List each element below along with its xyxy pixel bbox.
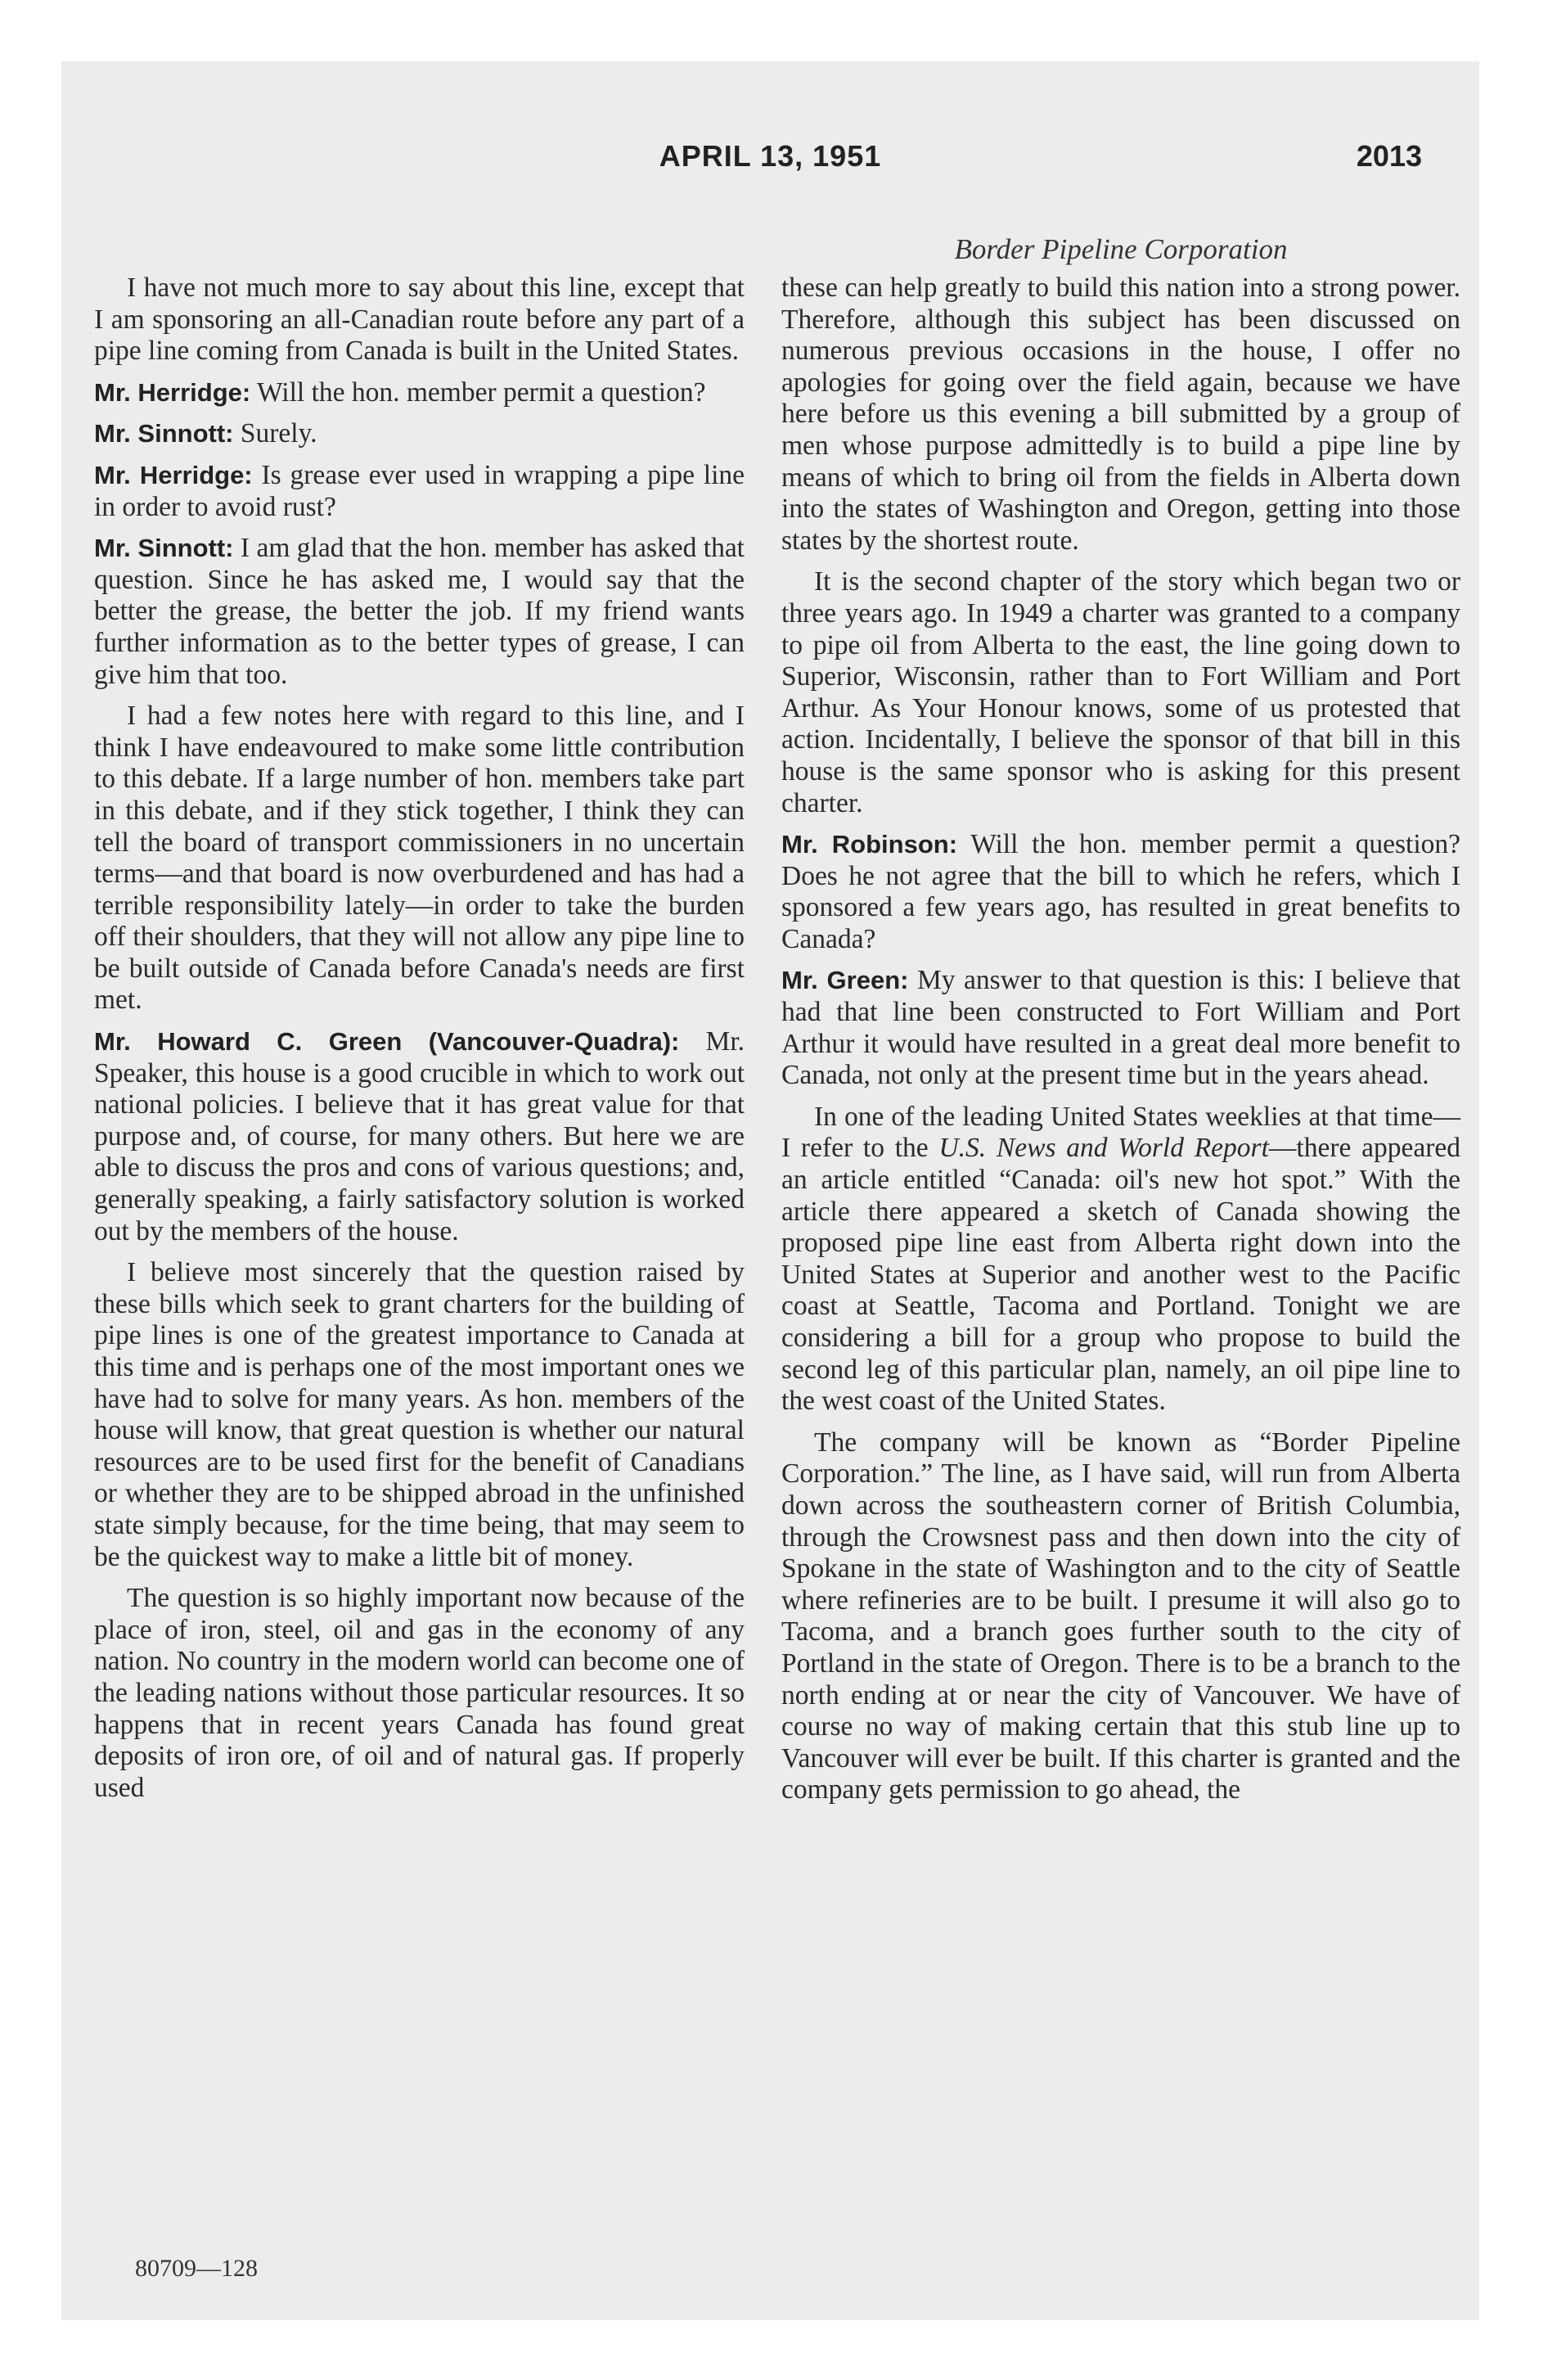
paragraph: It is the second chapter of the story which began two or three years ago. In 1949 a charter was granted to a company to pipe oil from Alberta to the east, the line going down to Superior, Wisconsin, rather than to Fort William and Port Arthur. As Your Honour knows, some of us protested that action. Incidentally, I believe the sponsor of that bill in this house is the same sponsor who is asking for this present charter. xyxy=(781,566,1460,818)
speech-text: Will the hon. member permit a question? Does he not agree that the bill to which he refers, which I sponsored a few years ago, has resulted in great benefits to Canada? xyxy=(781,829,1461,954)
page-sheet xyxy=(61,61,1479,2320)
speaker-name: Mr. Sinnott: xyxy=(94,419,234,449)
running-header xyxy=(61,139,1479,188)
speech-paragraph xyxy=(781,965,1460,1091)
speech-text: Will the hon. member permit a question? xyxy=(257,376,706,408)
speech-text: Mr. Speaker, this house is a good crucible in which to work out national policies. I believe that it has great value for that purpose and, of course, for many others. But here we are able to discuss the pros and cons of various questions; and, generally speaking, a fairly satisfactory solution is worked out by the members of the house. xyxy=(94,1026,745,1246)
right-column xyxy=(781,273,1460,1816)
speech-paragraph xyxy=(781,829,1460,955)
header-date: APRIL 13, 1951 xyxy=(659,139,882,173)
speaker-name: Mr. Herridge: xyxy=(94,460,253,489)
left-column xyxy=(94,273,745,1814)
paragraph: The company will be known as “Border Pipeline Corporation.” The line, as I have said, will run from Alberta down across the southeastern corner of British Columbia, through the Crowsnest pass and then down into the city of Spokane in the state of Washington and to the city of Seattle where refineries are to be built. I presume it will also go to Tacoma, and a branch goes further south to the city of Portland in the state of Oregon. There is to be a branch to the north ending at or near the city of Vancouver. We have of course no way of making certain that this stub line up to Vancouver will ever be built. If this charter is granted and the company gets permission to go ahead, the xyxy=(781,1427,1460,1805)
speech-text: My answer to that question is this: I believe that had that line been constructed to Fort William and Port Arthur it would have resulted in a great deal more benefit to Canada, not only at the present time but in the years ahead. xyxy=(781,965,1460,1091)
speaker-name: Mr. Sinnott: xyxy=(94,534,234,563)
text-run: In one of the leading United States weeklies at that time—I refer to the xyxy=(781,1101,1460,1164)
paragraph: I believe most sincerely that the question raised by these bills which seek to grant charters for the building of pipe lines is one of the greatest importance to Canada at this time and is perhaps one of the most important ones we have had to solve for many years. As hon. members of the house will know, that great question is whether our natural resources are to be used first for the benefit of Canadians or whether they are to be shipped abroad in the unfinished state simply because, for the time being, that may seem to be the quickest way to make a little bit of money. xyxy=(94,1257,745,1572)
speech-text: I am glad that the hon. member has asked that question. Since he has asked me, I would say that the better the grease, the better the job. If my friend wants further information as to the better types of grease, I can give him that too. xyxy=(94,533,745,690)
paragraph-continued: these can help greatly to build this nation into a strong power. Therefore, although this subject has been discussed on numerous previous occasions in the house, I offer no apologies for going over the field again, because we have here before us this evening a bill submitted by a group of men whose purpose admittedly is to build a pipe line by means of which to bring oil from the fields in Alberta down into the states of Washington and Oregon, getting into those states by the shortest route. xyxy=(781,273,1460,556)
paragraph: I had a few notes here with regard to this line, and I think I have endeavoured to make some little contribution to this debate. If a large number of hon. members take part in this debate, and if they stick together, I think they can tell the board of transport commissioners in no uncertain terms—and that board is now overburdened and has had a terrible responsibility lately—in order to take the burden off their shoulders, that they will not allow any pipe line to be built outside of Canada before Canada's needs are first met. xyxy=(94,701,745,1016)
paragraph: I have not much more to say about this line, except that I am sponsoring an all-Canadian route before any part of a pipe line coming from Canada is built in the United States. xyxy=(94,273,745,367)
paragraph xyxy=(781,1102,1460,1418)
printer-code: 80709—128 xyxy=(135,2255,258,2282)
page-number: 2013 xyxy=(1356,139,1422,173)
speech-paragraph xyxy=(94,1026,745,1247)
speaker-name: Mr. Howard C. Green (Vancouver-Quadra): xyxy=(94,1027,680,1057)
text-run: —there appeared an article entitled “Canada: oil's new hot spot.” With the article there appeared a sketch of Canada showing the proposed pipe line east from Alberta right down into the United States at Superior and another west to the Pacific coast at Seattle, Tacoma and Portland. Tonight we are considering a bill for a group who propose to build the second leg of this particular plan, namely, an oil pipe line to the west coast of the United States. xyxy=(781,1133,1461,1417)
publication-title: U.S. News and World Report xyxy=(938,1133,1269,1164)
paragraph: The question is so highly important now because of the place of iron, steel, oil and gas in the economy of any nation. No country in the modern world can become one of the leading nations without those particular resources. It so happens that in recent years Canada has found great deposits of iron ore, of oil and of natural gas. If properly used xyxy=(94,1583,745,1803)
speech-text: Surely. xyxy=(240,418,317,449)
speech-paragraph xyxy=(94,533,745,691)
speech-text: Is grease ever used in wrapping a pipe line in order to avoid rust? xyxy=(94,459,745,522)
speaker-name: Mr. Robinson: xyxy=(781,830,958,859)
speech-paragraph xyxy=(94,460,745,523)
speaker-name: Mr. Herridge: xyxy=(94,377,251,407)
speech-paragraph xyxy=(94,418,745,450)
speech-paragraph xyxy=(94,377,745,409)
running-subject-title: Border Pipeline Corporation xyxy=(954,233,1288,265)
speaker-name: Mr. Green: xyxy=(781,966,909,995)
